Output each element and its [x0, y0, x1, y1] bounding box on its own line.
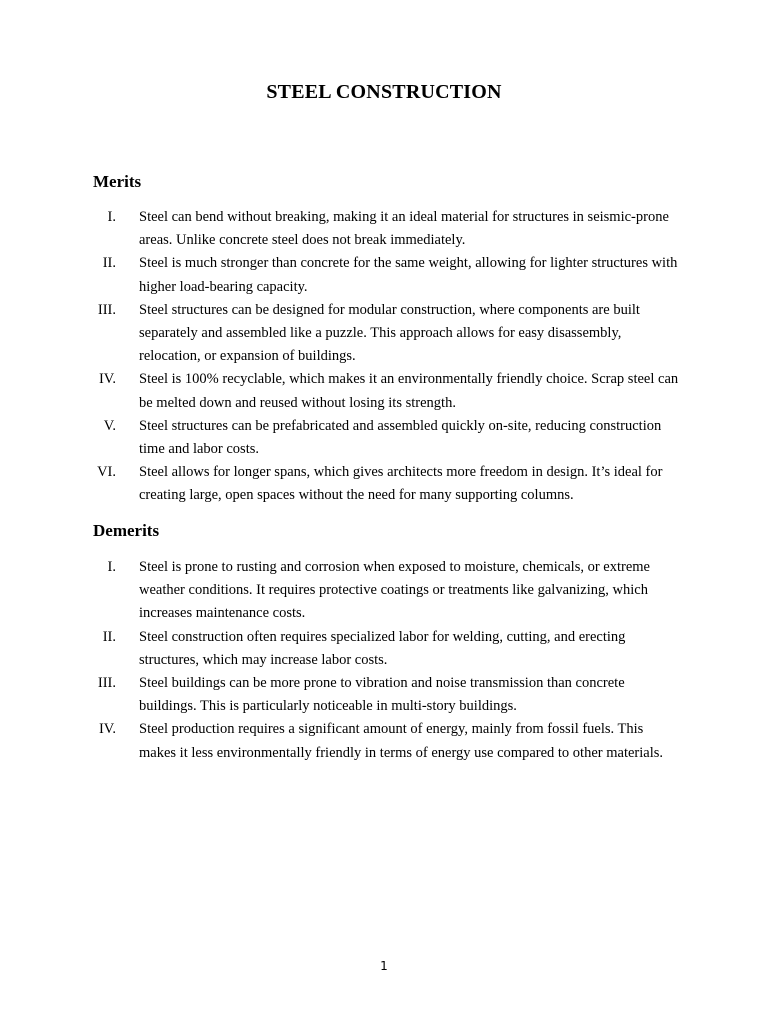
list-item — [0, 556, 768, 626]
list-item — [0, 718, 768, 764]
list-numeral: V. — [103, 417, 116, 434]
list-item-text: Steel structures can be designed for modular construction, where components are built separately and assembled like a puzzle. This approach allows for easy disassembly, relocation, or expansion of buildings. — [139, 301, 640, 365]
demerits-list — [0, 556, 768, 765]
list-item — [0, 626, 768, 672]
list-numeral: II. — [102, 628, 116, 645]
list-item-text: Steel is prone to rusting and corrosion when exposed to moisture, chemicals, or extreme weather conditions. It requires protective coatings or treatments like galvanizing, which increases maintenance costs. — [139, 559, 650, 622]
list-item — [0, 415, 768, 461]
list-item-text: Steel production requires a significant amount of energy, mainly from fossil fuels. This makes it less environmentally friendly in terms of energy use compared to other materials. — [139, 721, 663, 761]
list-item-text: Steel buildings can be more prone to vibration and noise transmission than concrete buildings. This is particularly noticeable in multi-story buildings. — [139, 675, 625, 715]
list-numeral: I. — [107, 559, 116, 575]
list-item-text: Steel structures can be prefabricated and assembled quickly on-site, reducing construction time and labor costs. — [139, 417, 662, 458]
list-item-text: Steel is 100% recyclable, which makes it an environmentally friendly choice. Scrap steel can be melted down and reused without losing its strength. — [139, 371, 679, 411]
list-item-text: Steel allows for longer spans, which gives architects more freedom in design. It’s ideal for creating large, open spaces without the need for many supporting columns. — [139, 464, 663, 504]
list-item-text: Steel is much stronger than concrete for the same weight, allowing for lighter structures with higher load-bearing capacity. — [139, 255, 678, 295]
list-item-text: Steel construction often requires specialized labor for welding, cutting, and erecting structures, which may increase labor costs. — [139, 628, 626, 668]
list-numeral: III. — [97, 675, 116, 692]
list-numeral: IV. — [98, 721, 116, 738]
list-numeral: I. — [107, 209, 116, 225]
demerits-heading: Demerits — [93, 521, 160, 540]
list-item-text: Steel can bend without breaking, making it an ideal material for structures in seismic-prone areas. Unlike concrete steel does not break immediately. — [139, 209, 669, 249]
list-numeral: VI. — [97, 464, 116, 481]
list-numeral: III. — [97, 301, 116, 318]
list-item — [0, 252, 768, 298]
list-item — [0, 206, 768, 252]
document-title: STEEL CONSTRUCTION — [266, 81, 502, 103]
list-numeral: IV. — [98, 371, 116, 388]
list-item — [0, 672, 768, 718]
merits-heading: Merits — [93, 172, 142, 191]
merits-list — [0, 206, 768, 508]
list-item — [0, 299, 768, 369]
list-item — [0, 368, 768, 414]
page-number: 1 — [380, 959, 388, 973]
list-item — [0, 461, 768, 507]
list-numeral: II. — [102, 255, 116, 272]
